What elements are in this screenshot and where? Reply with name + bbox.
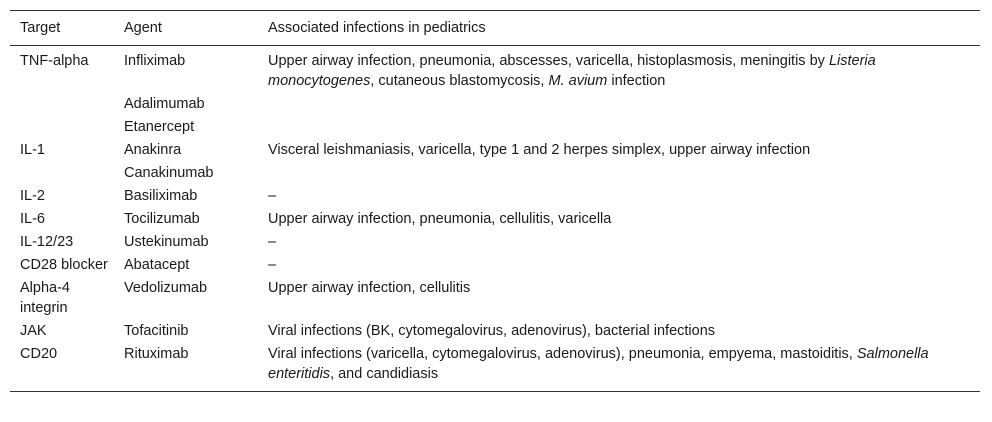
cell-infections [258,114,980,137]
cell-infections [258,183,980,206]
infection-text: – [268,234,277,250]
cell-agent: Ustekinumab [124,234,209,250]
infection-text: Upper airway infection, pneumonia, cellulitis, varicella [268,211,612,227]
cell-infections [258,46,980,92]
cell-agent: Etanercept [124,119,195,135]
infection-text: Upper airway infection, pneumonia, abscesses, varicella, histoplasmosis, meningitis by [268,53,829,69]
cell-infections [258,91,980,114]
cell-agent: Canakinumab [124,165,214,181]
cell-agent: Anakinra [124,142,182,158]
table-row [10,91,980,114]
header-row [10,11,980,46]
cell-infections [258,137,980,160]
infection-text: , cutaneous blastomycosis, [370,73,549,89]
organism-name: Salmonella enteritidis [268,346,929,382]
table-row [10,206,980,229]
table-row [10,275,980,318]
header-agent: Agent [124,20,162,36]
infections-table-container [10,10,980,392]
cell-infections [258,229,980,252]
cell-agent: Basiliximab [124,188,198,204]
table-row [10,229,980,252]
cell-infections [258,206,980,229]
cell-agent: Adalimumab [124,96,205,112]
cell-infections [258,252,980,275]
cell-infections [258,275,980,318]
table-row [10,137,980,160]
cell-target: JAK [20,323,47,339]
infection-text: Viral infections (BK, cytomegalovirus, adenovirus), bacterial infections [268,323,716,339]
table-row [10,160,980,183]
header-infections: Associated infections in pediatrics [268,20,486,36]
table-body [10,46,980,392]
table-row [10,341,980,392]
cell-target [10,160,114,183]
organism-name: M. avium [548,73,608,89]
cell-target: CD28 blocker [20,257,108,273]
cell-target [10,114,114,137]
infection-text: – [268,188,277,204]
cell-agent: Tofacitinib [124,323,189,339]
cell-infections [258,341,980,392]
table-row [10,114,980,137]
cell-agent: Rituximab [124,346,189,362]
cell-agent: Tocilizumab [124,211,200,227]
cell-target: IL-1 [20,142,45,158]
cell-infections [258,160,980,183]
biologics-infections-table [10,10,980,392]
table-row [10,46,980,92]
infection-text: Visceral leishmaniasis, varicella, type 1 and 2 herpes simplex, upper airway infection [268,142,811,158]
infection-text: – [268,257,277,273]
cell-target: IL-6 [20,211,45,227]
organism-name: Listeria monocytogenes [268,53,876,89]
header-target: Target [20,20,61,36]
cell-target: CD20 [20,346,58,362]
cell-agent: Abatacept [124,257,190,273]
cell-target [10,91,114,114]
infection-text: Viral infections (varicella, cytomegalovirus, adenovirus), pneumonia, empyema, mastoiditis, [268,346,857,362]
table-header [10,11,980,46]
cell-target: TNF-alpha [20,53,89,69]
cell-target: IL-12/23 [20,234,74,250]
cell-target: Alpha-4 integrin [20,280,70,316]
cell-agent: Vedolizumab [124,280,208,296]
infection-text: Upper airway infection, cellulitis [268,280,471,296]
infection-text: infection [607,73,666,89]
table-row [10,318,980,341]
cell-target: IL-2 [20,188,45,204]
cell-infections [258,318,980,341]
cell-agent: Infliximab [124,53,186,69]
infection-text: , and candidiasis [330,366,439,382]
table-row [10,183,980,206]
table-row [10,252,980,275]
